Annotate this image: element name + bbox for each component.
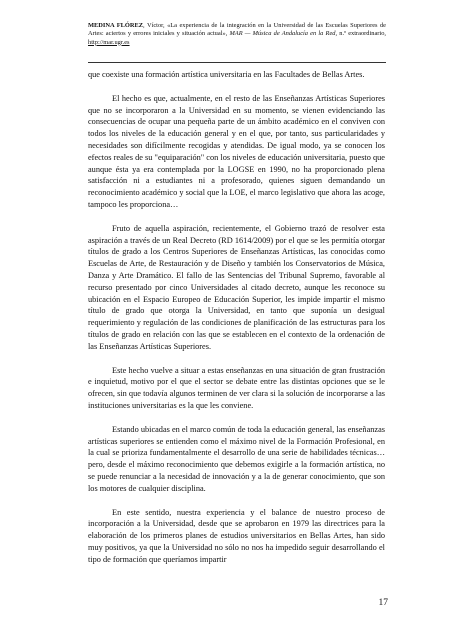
author-firstname: , Víctor, (143, 22, 165, 29)
journal-url-link[interactable]: http://mar.ugr.es (88, 38, 130, 46)
article-title: «La experiencia de la integración en la Universidad de las Escuelas Superiores de Artes: aciertos y errores iniciales y situación actual», (88, 22, 387, 38)
header-divider (88, 62, 386, 63)
paragraph: que coexiste una formación artística universitaria en las Facultades de Bellas Artes. (88, 70, 365, 79)
running-header (88, 22, 386, 47)
paragraph: Este hecho vuelve a situar a estas enseñanzas en una situación de gran frustración e inquietud, motivo por el que el sector se debate entre las distintas opciones que se le ofrecen, sin que todavía algunos terminen de ver clara si la solución de incorporarse a las instituciones universitarias es la que les conviene. (88, 365, 385, 410)
paragraph: Estando ubicadas en el marco común de toda la educación general, las enseñanzas artísticas superiores se entienden como el máximo nivel de la Formación Profesional, en la cual se prioriza fundamentalmente el desarrollo de una serie de habilidades técnicas… pero, desde el máximo reconocimiento que debemos exigirle a la formación artística, no se puede renunciar a la necesidad de innovación y a la de generar conocimiento, que son los motores de cualquier disciplina. (88, 424, 385, 493)
paragraph: Fruto de aquella aspiración, recientemente, el Gobierno trazó de resolver esta aspiración a través de un Real Decreto (RD 1614/2009) por el que se les permitía otorgar títulos de grado a los Centros Superiores de Enseñanzas Artísticas, las conocidas como Escuelas de Arte, de Restauración y de Diseño y también los Conservatorios de Música, Danza y Arte Dramático. El fallo de las Sentencias del Tribunal Supremo, favorable al recurso presentado por cinco Universidades al citado decreto, aunque les reconoce su ubicación en el Espacio Europeo de Educación Superior, les impide impartir el mismo título de grado que otorga la Universidad, en tanto que suponía un desigual requerimiento y regulación de las condiciones de planificación de las estructuras para los títulos de grado en relación con las que se establecen en el contexto de la ordenación de las Enseñanzas Artísticas Superiores. (88, 223, 385, 351)
paragraph: El hecho es que, actualmente, en el resto de las Enseñanzas Artísticas Superiores que no se incorporaron a la Universidad en su momento, se vienen evidenciando las consecuencias de ocupar una pequeña parte de un ámbito académico en el conviven con todos los niveles de la educación general y en el que, por tanto, sus particularidades y necesidades son difícilmente recogidas y atendidas. De igual modo, ya se conocen los efectos reales de su "equiparación" con los niveles de educación universitaria, puesto que aunque ésta ya era contemplada por la LOGSE en 1990, no ha proporcionado plena satisfacción ni a estudiantes ni a profesorado, quienes siguen demandando un reconocimiento académico y social que la LOE, el marco legislativo que ahora las acoge, tampoco les proporciona… (88, 93, 385, 209)
page-number: 17 (378, 598, 388, 608)
paragraph: En este sentido, nuestra experiencia y el balance de nuestro proceso de incorporación a la Universidad, desde que se aprobaron en 1979 las directrices para la elaboración de los primeros planes de estudios universitarios en Bellas Artes, han sido muy positivos, ya que la Universidad no sólo no nos ha impedido seguir desarrollando el tipo de formación que queríamos impartir (88, 507, 385, 564)
body-text (88, 69, 385, 577)
journal-name: MAR — Música de Andalucía en la Red, (227, 30, 338, 38)
issue-label: n.º extraordinario, (337, 30, 387, 38)
author-lastname: MEDINA FLÓREZ (88, 22, 144, 29)
